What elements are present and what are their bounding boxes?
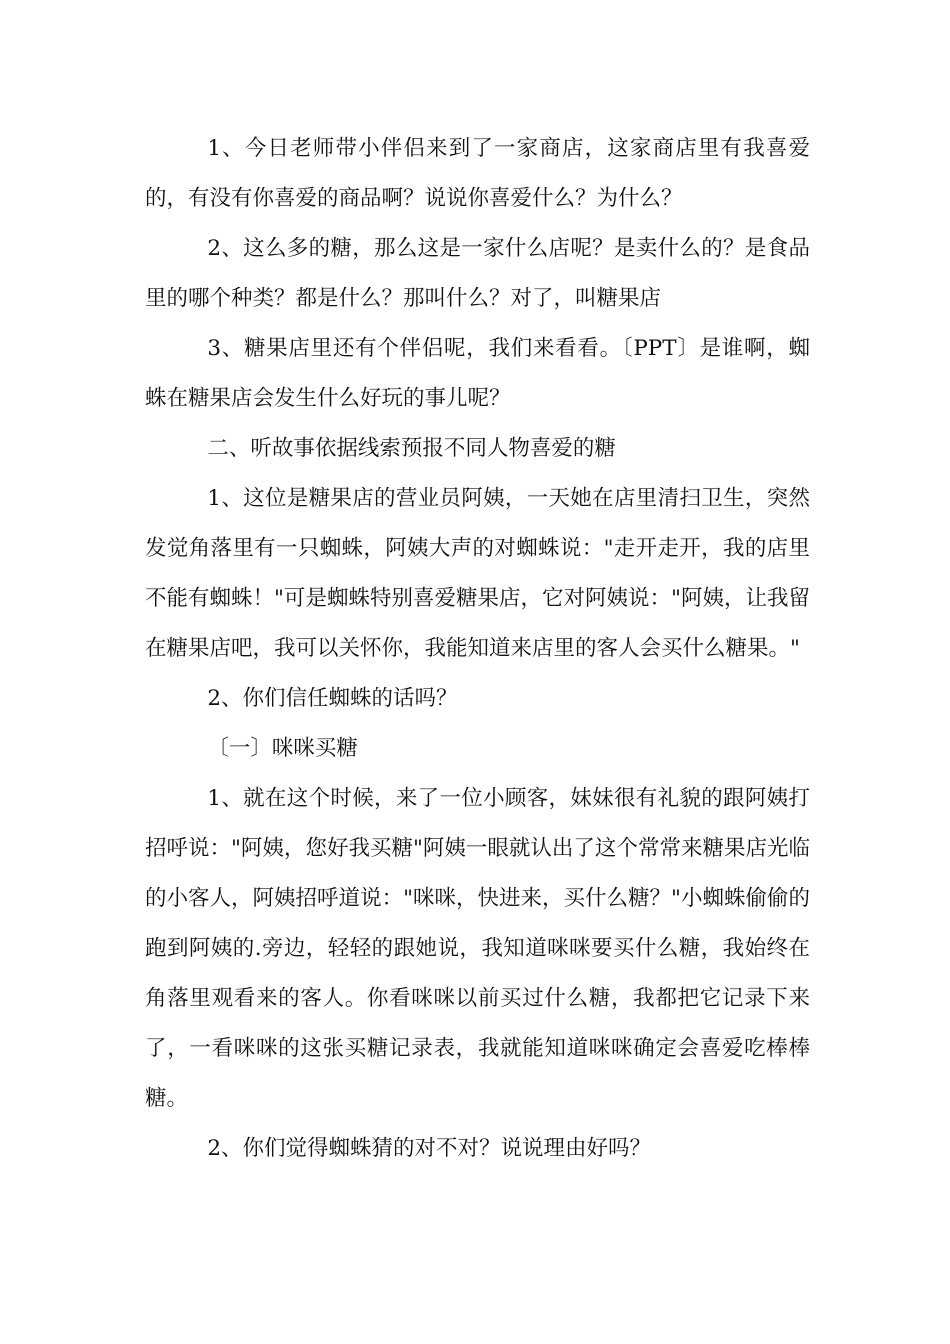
paragraph-candy-question: 2、这么多的糖，那么这是一家什么店呢？是卖什么的？是食品里的哪个种类？都是什么？那叫什么？对了，叫糖果店: [145, 236, 810, 311]
paragraph-spider-intro: 3、糖果店里还有个伴侣呢，我们来看看。〔PPT〕是谁啊，蜘蛛在糖果店会发生什么好玩的事儿呢？: [145, 336, 810, 411]
paragraph-trust-question: 2、你们信任蜘蛛的话吗？: [207, 686, 458, 711]
subsection-heading-mimi: 〔一〕咪咪买糖: [207, 736, 358, 761]
paragraph-shop-intro: 1、今日老师带小伴侣来到了一家商店，这家商店里有我喜爱的，有没有你喜爱的商品啊？说说你喜爱什么？为什么？: [145, 136, 810, 211]
section-heading-story: 二、听故事依据线索预报不同人物喜爱的糖: [207, 436, 616, 461]
paragraph-mimi-story: 1、就在这个时候，来了一位小顾客，妹妹很有礼貌的跟阿姨打招呼说："阿姨，您好我买糖"阿姨一眼就认出了这个常常来糖果店光临的小客人，阿姨招呼道说："咪咪，快进来，买什么糖？"小蜘蛛偷偷的跑到阿姨的.旁边，轻轻的跟她说，我知道咪咪要买什么糖，我始终在角落里观看来的客人。你看咪咪以前买过什么糖，我都把它记录下来了，一看咪咪的这张买糖记录表，我就能知道咪咪确定会喜爱吃棒棒糖。: [145, 786, 810, 1111]
paragraph-story-begin: 1、这位是糖果店的营业员阿姨，一天她在店里清扫卫生，突然发觉角落里有一只蜘蛛，阿姨大声的对蜘蛛说："走开走开，我的店里不能有蜘蛛！"可是蜘蛛特别喜爱糖果店，它对阿姨说："阿姨，让我留在糖果店吧，我可以关怀你，我能知道来店里的客人会买什么糖果。": [145, 486, 810, 661]
paragraph-guess-question: 2、你们觉得蜘蛛猜的对不对？说说理由好吗？: [207, 1136, 652, 1161]
document-body: [145, 124, 810, 1174]
